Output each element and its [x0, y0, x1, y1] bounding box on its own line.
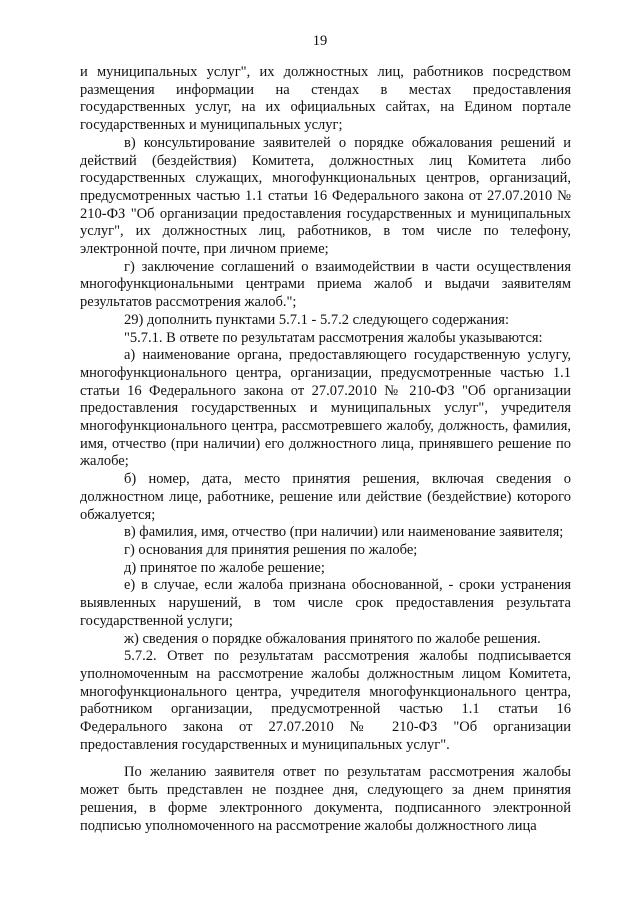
paragraph-item-g2: г) основания для принятия решения по жалобе; [124, 541, 418, 558]
paragraph-item-b: б) номер, дата, место принятия решения, включая сведения о должностном лице, работнике, решение или действие (бездействие) которого обжалуется; [80, 471, 571, 523]
paragraph-5-7-1: "5.7.1. В ответе по результатам рассмотрения жалобы указываются: [124, 329, 543, 346]
page-number: 19 [312, 33, 328, 49]
paragraph-item-a: а) наименование органа, предоставляющего государственную услугу, многофункционального центра, организации, предусмотренные частью 1.1 статьи 16 Федерального закона от 27.07.2010 № 210-ФЗ "Об организации предоставления государственных и муниципальных услуг", учредителя многофункционального центра, рассмотревшего жалобу, должность, фамилия, имя, отчество (при наличии) его должностного лица, принявшего решение по жалобе; [80, 347, 571, 470]
paragraph-5-7-2: 5.7.2. Ответ по результатам рассмотрения жалобы подписывается уполномоченным на рассмотрение жалобы должностным лицом Комитета, многофункционального центра, учредителя многофункционального центра, работником организации, предусмотренной частью 1.1 статьи 16 Федерального закона от 27.07.2010 № 210-ФЗ "Об организации предоставления государственных и муниципальных услуг". [80, 648, 571, 753]
paragraph-29: 29) дополнить пунктами 5.7.1 - 5.7.2 следующего содержания: [124, 311, 510, 328]
document-body [80, 64, 571, 835]
paragraph-item-d: д) принятое по жалобе решение; [124, 559, 325, 576]
paragraph-item-g: г) заключение соглашений о взаимодействии в части осуществления многофункциональными центрами приема жалоб и выдачи заявителям результатов рассмотрения жалоб."; [80, 258, 571, 311]
paragraph-final: По желанию заявителя ответ по результатам рассмотрения жалобы может быть представлен не позднее дня, следующего за днем принятия решения, в форме электронного документа, подписанного электронной подписью уполномоченного на рассмотрение жалобы должностного лица [80, 764, 571, 834]
paragraph-continuation: и муниципальных услуг", их должностных лиц, работников посредством размещения информации на стендах в местах предоставления государственных услуг, на их официальных сайтах, на Едином портале государственных и муниципальных услуг; [80, 64, 571, 134]
paragraph-item-v2: в) фамилия, имя, отчество (при наличии) или наименование заявителя; [124, 524, 564, 541]
paragraph-item-v: в) консультирование заявителей о порядке обжалования решений и действий (бездействия) Комитета, должностных лиц Комитета либо государственных служащих, многофункциональных центров, организаций, предусмотренных частью 1.1 статьи 16 Федерального закона от 27.07.2010 № 210-ФЗ "Об организации предоставления государственных и муниципальных услуг", их должностных лиц, работников, в том числе по телефону, электронной почте, при личном приеме; [80, 134, 571, 258]
paragraph-item-zh: ж) сведения о порядке обжалования принятого по жалобе решения. [124, 630, 541, 647]
paragraph-item-e: е) в случае, если жалоба признана обоснованной, - сроки устранения выявленных нарушений, в том числе срок предоставления результата государственной услуги; [80, 577, 571, 629]
